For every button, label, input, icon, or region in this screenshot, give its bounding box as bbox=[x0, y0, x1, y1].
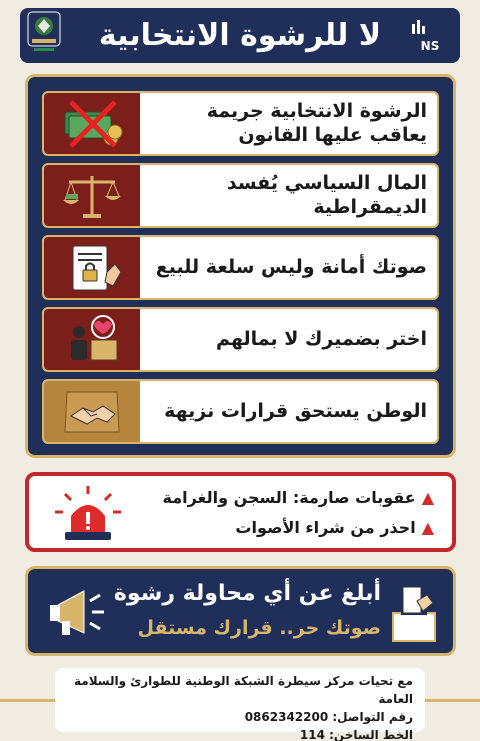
voter-icon bbox=[44, 309, 140, 370]
footer-hotline: الخط الساخن: 114 bbox=[299, 728, 413, 741]
message-text-5: الوطن يستحق قرارات نزيهة bbox=[164, 399, 427, 422]
footer-greeting: مع تحيات مركز سيطرة الشبكة الوطنية للطوارئ والسلامة العامة bbox=[73, 674, 413, 706]
report-slogan: صوتك حر.. قرارك مستقل bbox=[137, 617, 381, 639]
warning-text-2: احذر من شراء الأصوات bbox=[235, 518, 416, 537]
page-title: لا للرشوة الانتخابية bbox=[98, 18, 382, 53]
ballot-box-icon bbox=[387, 581, 441, 645]
warning-text-1: عقوبات صارمة: السجن والغرامة bbox=[162, 488, 416, 507]
scales-icon bbox=[44, 165, 140, 226]
handshake-map-icon bbox=[44, 381, 140, 442]
megaphone-icon bbox=[44, 583, 114, 643]
emblem-logo bbox=[26, 10, 62, 56]
warning-box bbox=[25, 472, 456, 552]
message-row-5 bbox=[42, 379, 439, 444]
message-text-1: الرشوة الانتخابية جريمة يعاقب عليها القانون bbox=[206, 99, 427, 146]
report-box bbox=[25, 566, 456, 656]
message-row-1 bbox=[42, 91, 439, 156]
warning-triangle-icon: ▲ bbox=[421, 518, 434, 537]
message-row-2 bbox=[42, 163, 439, 228]
document-lock-icon bbox=[44, 237, 140, 298]
footer-credits bbox=[55, 668, 425, 741]
crossed-money-icon bbox=[44, 93, 140, 154]
footer-rule-left bbox=[0, 699, 55, 702]
message-row-3 bbox=[42, 235, 439, 300]
message-text-2: المال السياسي يُفسد الديمقراطية bbox=[226, 171, 427, 218]
ns-logo bbox=[410, 16, 450, 53]
warning-triangle-icon: ▲ bbox=[421, 488, 434, 507]
title-banner bbox=[20, 8, 460, 63]
message-row-4 bbox=[42, 307, 439, 372]
footer-contact: رقم التواصل: 0862342200 bbox=[244, 710, 413, 724]
siren-icon bbox=[49, 484, 127, 546]
ns-logo-text: NS bbox=[420, 39, 440, 53]
warning-line-1 bbox=[163, 488, 435, 507]
footer-rule-right bbox=[425, 699, 480, 702]
warning-line-2 bbox=[235, 518, 434, 537]
messages-panel bbox=[25, 74, 456, 458]
report-headline: أبلغ عن أي محاولة رشوة bbox=[113, 581, 381, 606]
message-text-3: صوتك أمانة وليس سلعة للبيع bbox=[155, 255, 427, 278]
message-text-4: اختر بضميرك لا بمالهم bbox=[216, 327, 427, 350]
